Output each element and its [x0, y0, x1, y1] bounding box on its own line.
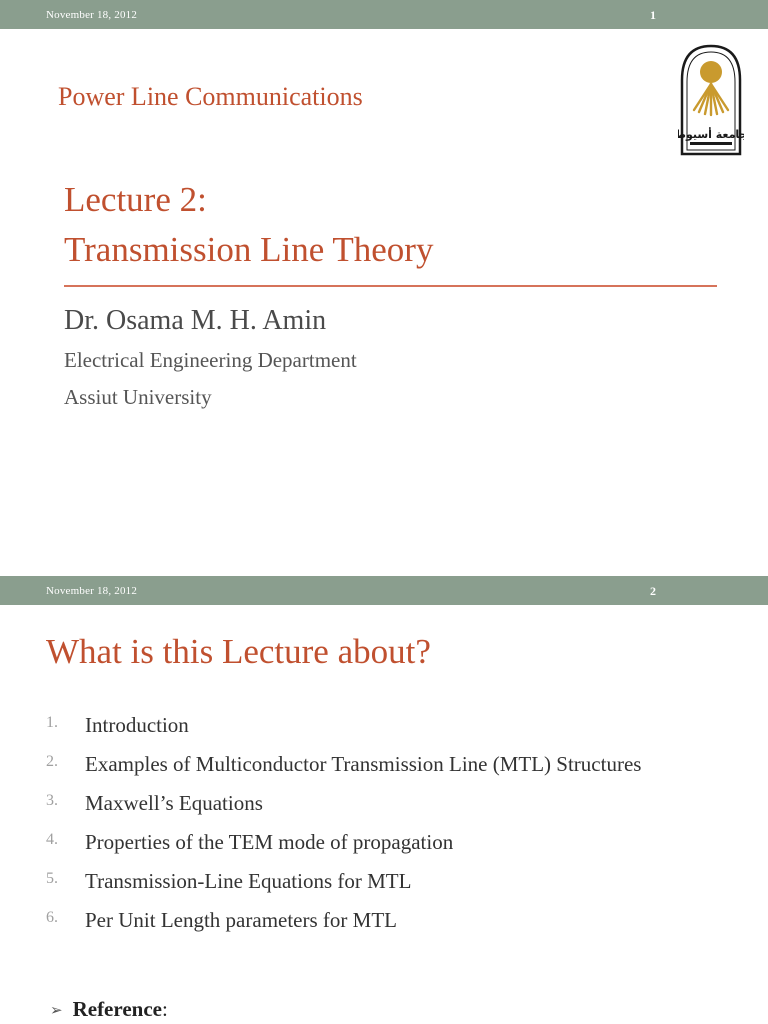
list-item [46, 866, 666, 897]
department-name: Electrical Engineering Department [64, 348, 357, 372]
item-text: Transmission-Line Equations for MTL [85, 869, 412, 893]
arrow-bullet-icon: ➢ [50, 1000, 63, 1019]
item-text: Maxwell’s Equations [85, 791, 263, 815]
item-number: 3. [46, 792, 58, 809]
course-title: Power Line Communications [58, 82, 363, 111]
agenda-list [46, 710, 666, 944]
slide-number: 2 [650, 584, 656, 598]
item-text: Introduction [85, 713, 189, 737]
header-date: November 18, 2012 [46, 9, 138, 21]
slide-header [0, 0, 768, 29]
list-item [46, 905, 666, 936]
item-number: 1. [46, 714, 58, 731]
slide-number: 1 [650, 8, 656, 22]
item-number: 6. [46, 909, 58, 926]
university-seal-icon [678, 42, 744, 160]
list-item [46, 827, 666, 858]
list-item [46, 749, 666, 780]
item-text: Properties of the TEM mode of propagation [85, 830, 454, 854]
title-divider [64, 285, 717, 287]
item-number: 5. [46, 870, 58, 887]
slide-2 [0, 576, 768, 1024]
slide-header [0, 576, 768, 605]
lecture-title: Transmission Line Theory [64, 230, 434, 269]
reference-label: Reference: [72, 997, 168, 1021]
logo-text: جامعة أسيوط [678, 128, 744, 141]
list-item [46, 710, 666, 741]
university-name: Assiut University [64, 385, 212, 409]
reference-line [50, 997, 168, 1022]
list-item [46, 788, 666, 819]
item-number: 4. [46, 831, 58, 848]
item-number: 2. [46, 753, 58, 770]
header-date: November 18, 2012 [46, 585, 138, 597]
slide-title: What is this Lecture about? [46, 632, 431, 671]
item-text: Per Unit Length parameters for MTL [85, 908, 397, 932]
author-name: Dr. Osama M. H. Amin [64, 305, 327, 336]
lecture-number: Lecture 2: [64, 180, 207, 219]
item-text: Examples of Multiconductor Transmission Line (MTL) Structures [85, 752, 642, 776]
